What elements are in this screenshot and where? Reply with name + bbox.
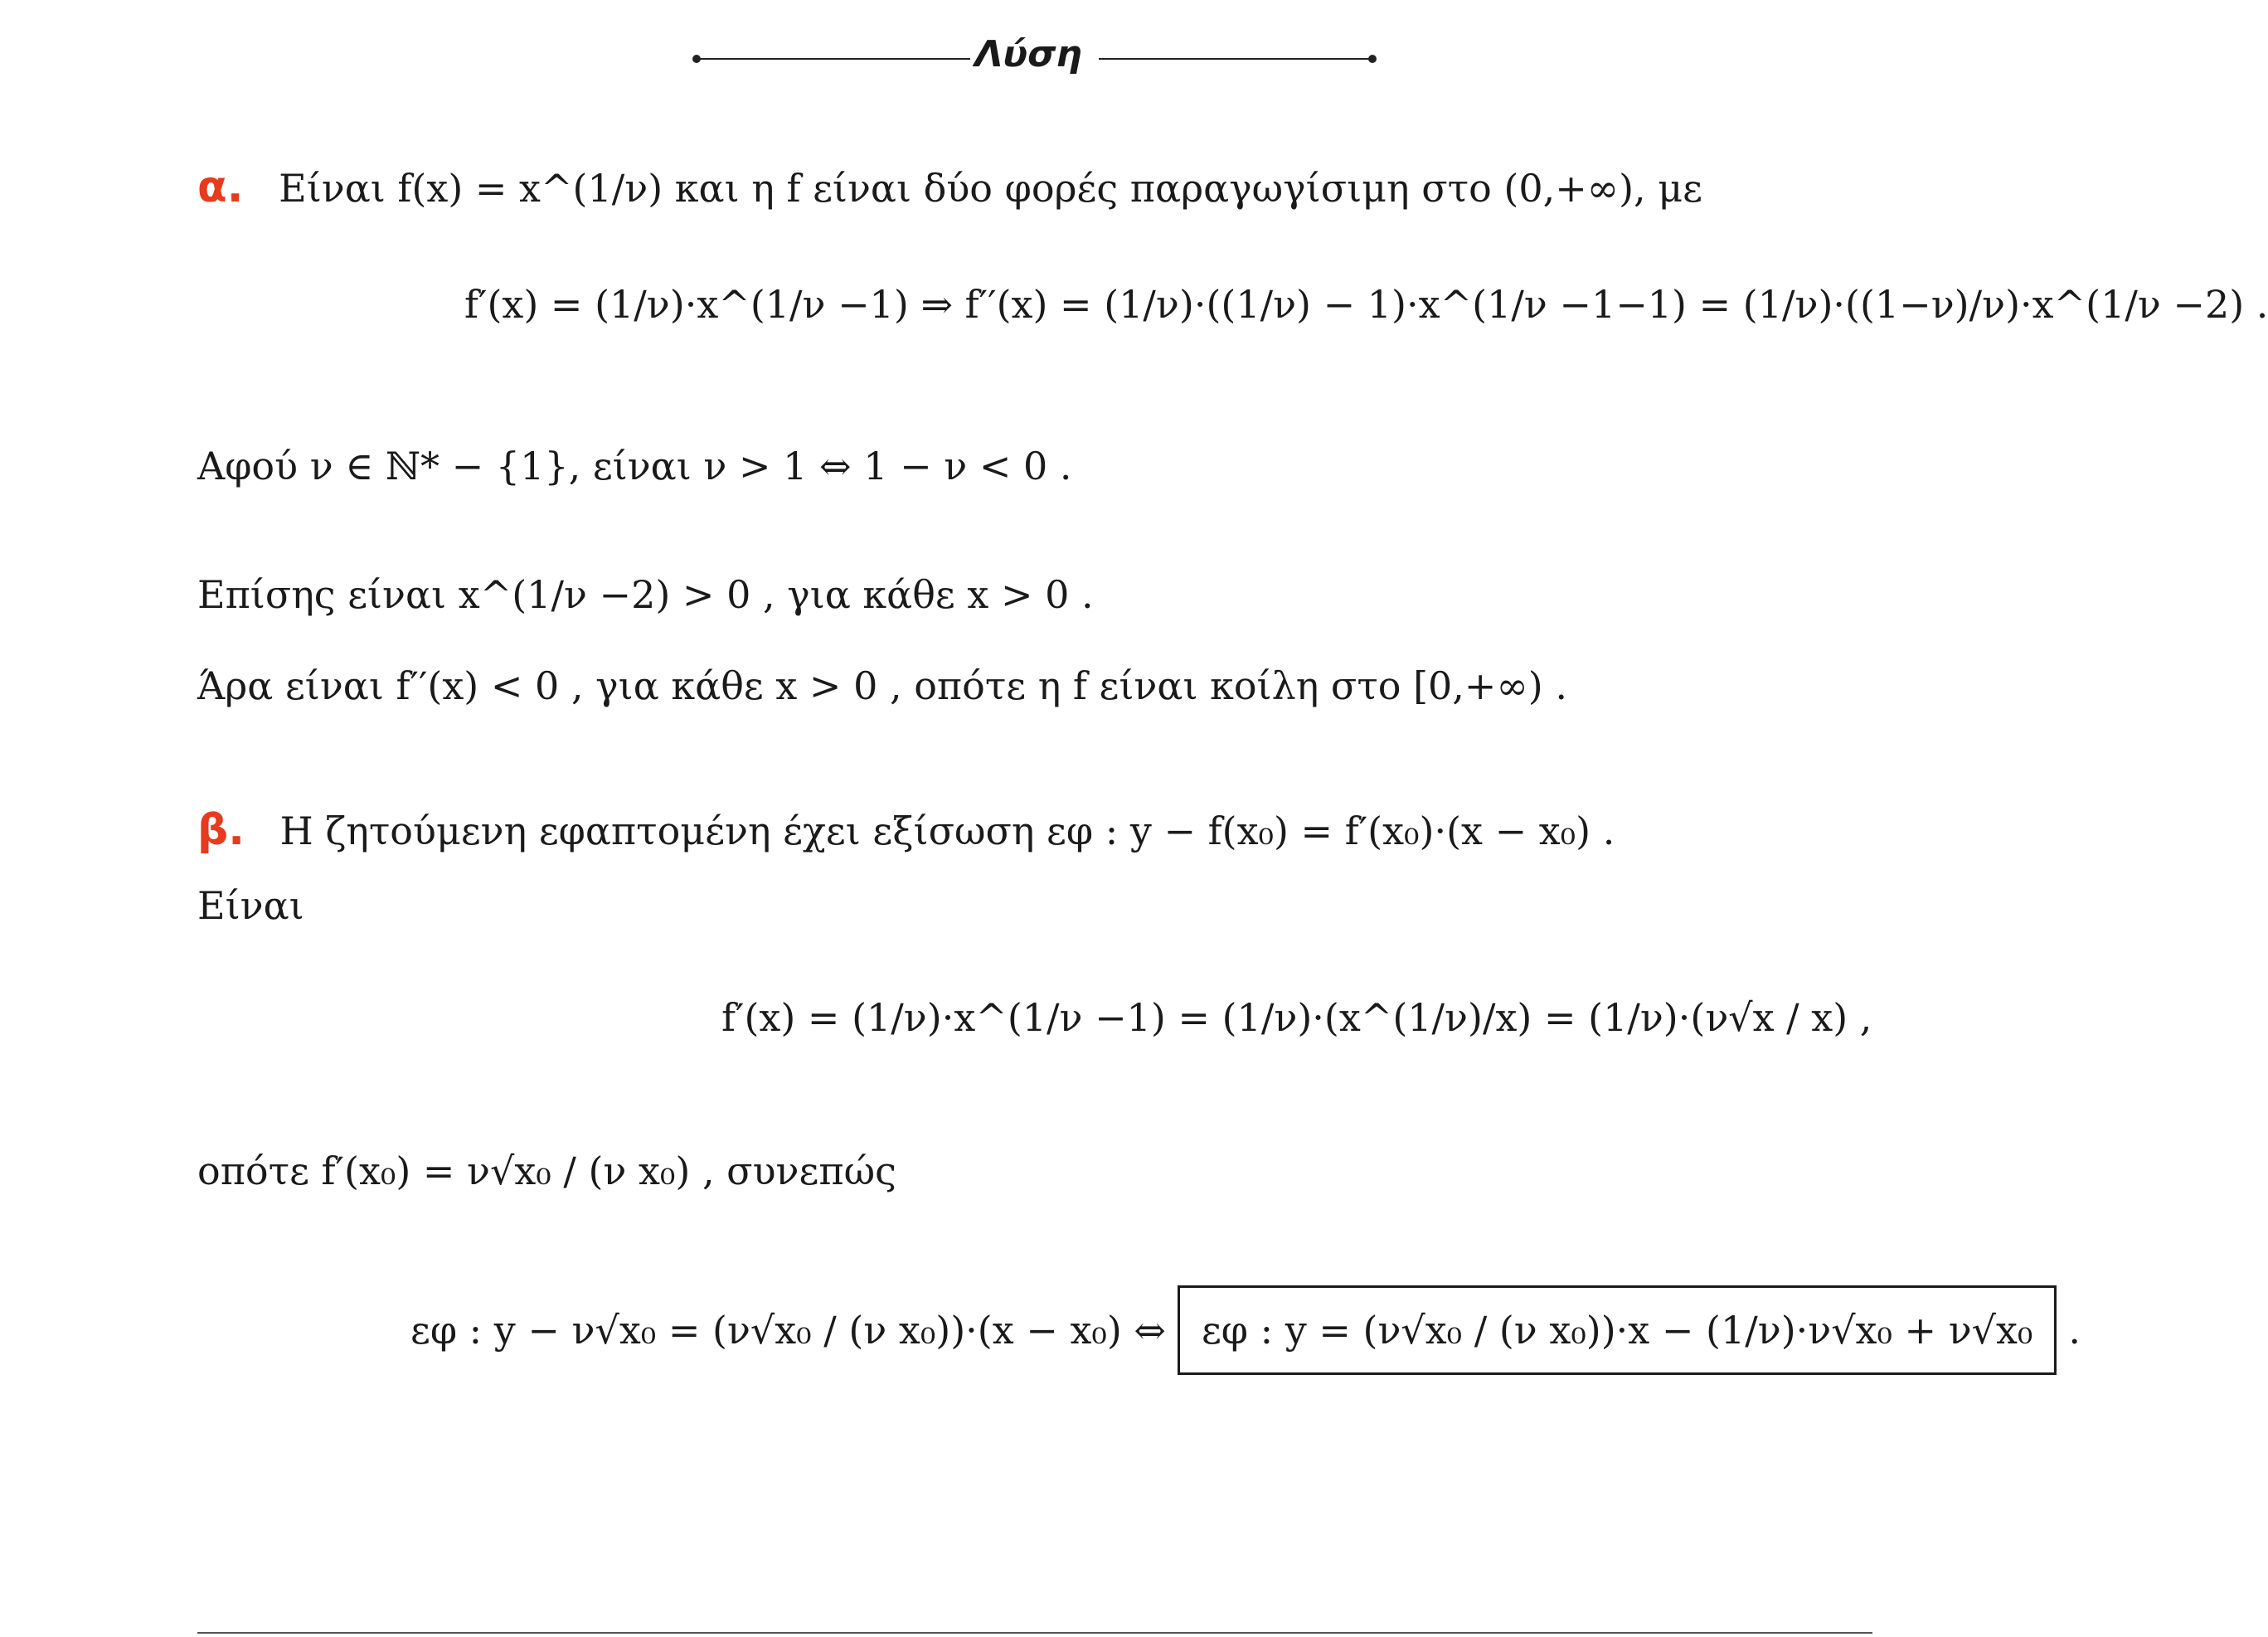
b-derivative-equation bbox=[721, 995, 1872, 1040]
b-eq2-boxed-text: εφ : y = (ν√x₀ / (ν x₀))·x − (1/ν)·ν√x₀ + ν√x₀ bbox=[1201, 1308, 2033, 1353]
b-tangent-equation bbox=[410, 1285, 2081, 1375]
b-eq2-boxed bbox=[1178, 1285, 2057, 1375]
bottom-divider bbox=[197, 1632, 1872, 1634]
a-line1-text: Είναι f(x) = x^(1/ν) και η f είναι δύο φορές παραγωγίσιμη στο (0,+∞), με bbox=[279, 166, 1703, 211]
b-line3: οπότε f′(x₀) = ν√x₀ / (ν x₀) , συνεπώς bbox=[197, 1149, 896, 1193]
a-line2: Αφού ν ∈ ℕ* − {1}, είναι ν > 1 ⇔ 1 − ν < 0 . bbox=[197, 444, 1072, 488]
a-line3: Επίσης είναι x^(1/ν −2) > 0 , για κάθε x > 0 . bbox=[197, 572, 1094, 617]
b-line1 bbox=[197, 804, 1615, 856]
b-line2: Είναι bbox=[197, 883, 304, 928]
title-rule-right bbox=[1099, 58, 1372, 60]
section-title: Λύση bbox=[974, 33, 1082, 75]
marker-a: α. bbox=[197, 163, 244, 212]
a-line1 bbox=[197, 162, 1702, 213]
a-eq1-text: f′(x) = (1/ν)·x^(1/ν −1) ⇒ f′′(x) = (1/ν)·((1/ν) − 1)·x^(1/ν −1−1) = (1/ν)·((1−ν)/ν)·x^(1/ν −2) . bbox=[464, 282, 2268, 327]
title-rule-left bbox=[697, 58, 970, 60]
b-eq2-left: εφ : y − ν√x₀ = (ν√x₀ / (ν x₀))·(x − x₀) ⇔ bbox=[410, 1308, 1166, 1353]
b-line1-text: Η ζητούμενη εφαπτομένη έχει εξίσωση εφ : y − f(x₀) = f′(x₀)·(x − x₀) . bbox=[279, 809, 1615, 853]
a-line4: Άρα είναι f′′(x) < 0 , για κάθε x > 0 , οπότε η f είναι κοίλη στο [0,+∞) . bbox=[197, 663, 1567, 708]
marker-b: β. bbox=[197, 805, 245, 855]
a-derivative-equation bbox=[464, 282, 2268, 327]
b-eq1-text: f′(x) = (1/ν)·x^(1/ν −1) = (1/ν)·(x^(1/ν)/x) = (1/ν)·(ν√x / x) , bbox=[721, 995, 1872, 1040]
title-dot-right bbox=[1368, 55, 1377, 63]
b-eq2-end: . bbox=[2068, 1308, 2081, 1353]
